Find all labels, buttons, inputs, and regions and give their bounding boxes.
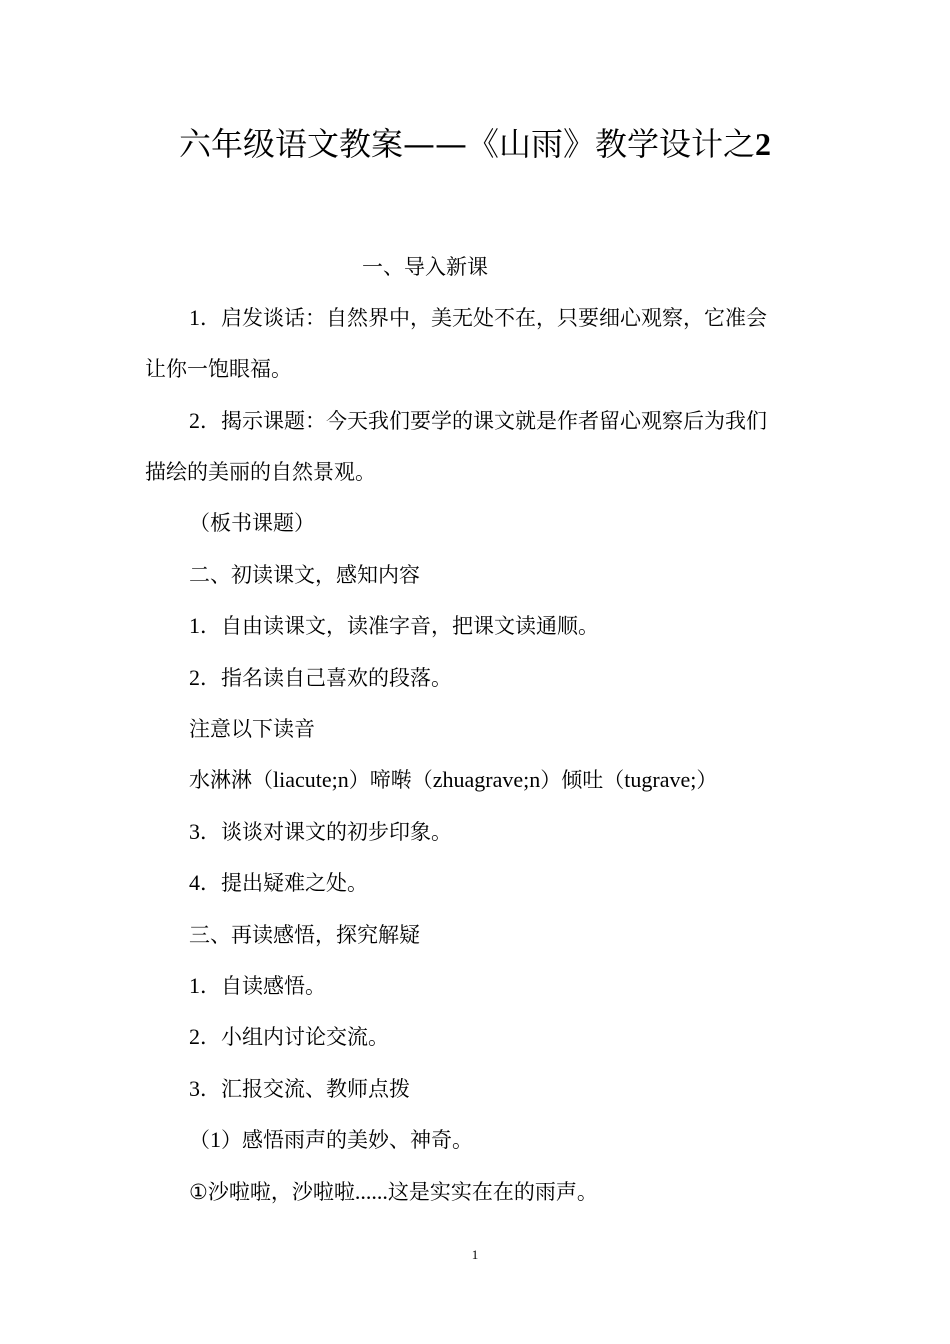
item-text: ）感悟雨声的美妙、神奇。 [221,1128,473,1152]
item-number: 4 [189,870,200,895]
sub-point [189,1177,598,1207]
pronunciation-list [189,765,717,795]
item-text: ．自由读课文，读准字音，把课文读通顺。 [200,614,599,638]
paragraph-text: ．揭示课题：今天我们要学的课文就是作者留心观察后为我们 [200,409,767,433]
item-number: 2 [189,665,200,690]
item-number: 2 [189,1024,200,1049]
list-item [189,1022,389,1052]
item-number: 2 [189,408,200,433]
item-number: 1 [189,613,200,638]
page-number: 1 [471,1247,479,1262]
item-number: 1 [189,973,200,998]
pinyin: zhuagrave;n [432,767,541,792]
item-text: ．小组内讨论交流。 [200,1025,389,1049]
item-number: 1 [210,1127,221,1152]
paragraph-1-line-2: 让你一饱眼福。 [145,357,292,381]
list-item [189,817,452,847]
section-heading-2: 二、初读课文，感知内容 [189,563,420,587]
item-text: ．谈谈对课文的初步印象。 [200,820,452,844]
word: ）倾吐（ [540,768,625,792]
list-item [189,971,326,1001]
pronunciation-note: 注意以下读音 [189,717,315,741]
word: ）啼啭（ [348,768,433,792]
sub-item [189,1125,473,1155]
paragraph-1-line-1 [189,303,767,333]
section-heading-1: 一、导入新课 [362,255,488,279]
point-text: ①沙啦啦，沙啦啦 [189,1180,355,1204]
list-item [189,1074,410,1104]
board-note: （板书课题） [189,511,315,535]
item-text: ．指名读自己喜欢的段落。 [200,666,452,690]
word: 水淋淋（ [189,768,273,792]
paren-open: （ [189,1128,210,1152]
point-text: 这是实实在在的雨声。 [387,1180,598,1204]
title-text: 六年级语文教案——《山雨》教学设计之 [178,125,755,163]
pinyin: liacute;n [273,767,349,792]
item-number: 1 [189,305,200,330]
list-item [189,611,599,641]
section-heading-3: 三、再读感悟，探究解疑 [189,923,420,947]
paragraph-text: ．启发谈话：自然界中，美无处不在，只要细心观察，它准会 [200,306,767,330]
list-item [189,868,368,898]
paragraph-2-line-2: 描绘的美丽的自然景观。 [145,460,376,484]
item-text: ．提出疑难之处。 [200,871,368,895]
item-text: ．自读感悟。 [200,974,326,998]
item-number: 3 [189,1076,200,1101]
document-title [0,118,950,170]
item-number: 3 [189,819,200,844]
list-item [189,663,452,693]
pinyin: tugrave; [624,767,697,792]
paragraph-2-line-1 [189,406,767,436]
ellipsis: ...... [354,1179,388,1204]
title-number: 2 [755,126,771,162]
item-text: ．汇报交流、教师点拨 [200,1077,410,1101]
word: ） [696,768,718,792]
